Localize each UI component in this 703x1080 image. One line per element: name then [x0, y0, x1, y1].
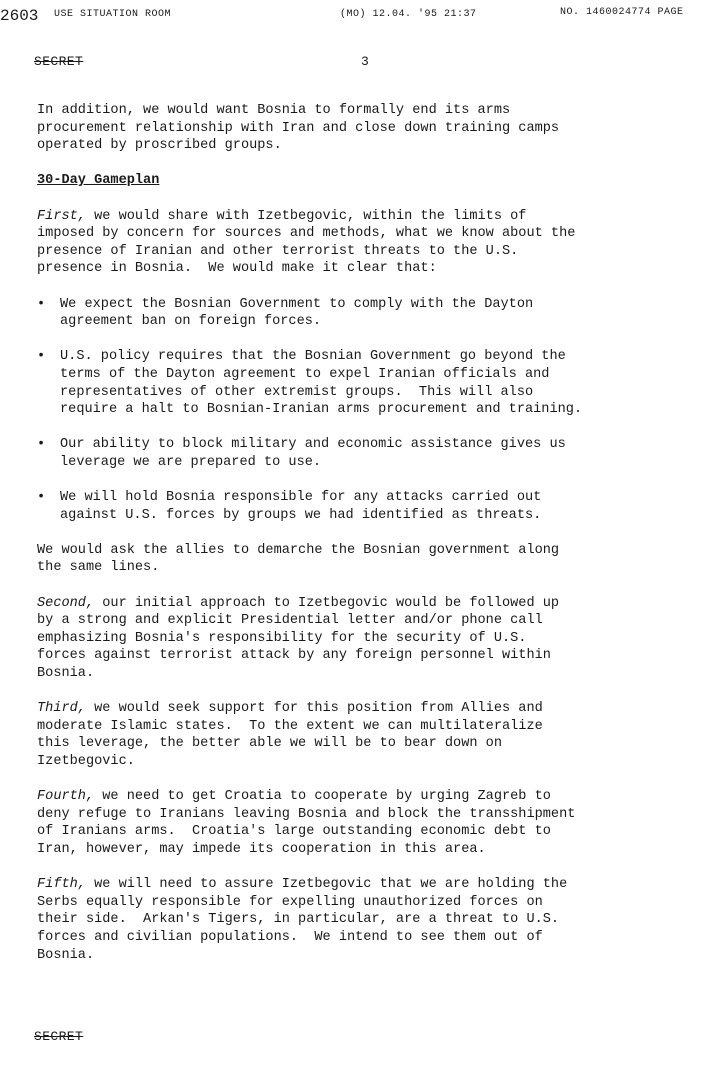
fax-timestamp: (MO) 12.04. '95 21:37: [340, 9, 477, 20]
bullet-item: • Our ability to block military and economic assistance gives us leverage we are prepared to use.: [37, 437, 566, 470]
fax-header: [0, 5, 703, 27]
first-paragraph: First, we would share with Izetbegovic, within the limits of imposed by concern for sources and methods, what we know about the presence of Iranian and other terrorist threats to the U.S. presence in Bosnia. We would make it clear that:: [37, 208, 576, 277]
classification-marking-top: SECRET: [34, 54, 84, 69]
bullet-item: • We expect the Bosnian Government to comply with the Dayton agreement ban on foreign forces.: [37, 296, 534, 330]
sender-office: USE SITUATION ROOM: [54, 9, 172, 20]
second-paragraph: Second, our initial approach to Izetbegovic would be followed up by a strong and explicit Presidential letter and/or phone call emphasizing Bosnia's responsibility for the security of U.S. forces against terrorist attack by any foreign personnel within Bosnia.: [37, 595, 560, 681]
intro-paragraph: In addition, we would want Bosnia to formally end its arms procurement relationship with Iran and close down training camps operated by proscribed groups.: [37, 103, 560, 154]
third-paragraph: Third, we would seek support for this position from Allies and moderate Islamic states. To the extent we can multilateralize this leverage, the better able we will be to bear down on Izetbegovic.: [37, 701, 543, 769]
page-number: 3: [361, 54, 369, 69]
allies-paragraph: We would ask the allies to demarche the Bosnian government along the same lines.: [37, 542, 560, 576]
transmission-number: NO. 1460024774 PAGE: [560, 7, 684, 18]
fifth-paragraph: Fifth, we will need to assure Izetbegovic that we are holding the Serbs equally responsible for expelling unauthorized forces on their side. Arkan's Tigers, in particular, are a threat to U.S. forces and civilian populations. We intend to see them out of Bosnia.: [37, 877, 568, 963]
document-body: [37, 102, 687, 964]
section-heading: 30-Day Gameplan: [37, 173, 160, 189]
fourth-paragraph: Fourth, we need to get Croatia to cooperate by urging Zagreb to deny refuge to Iranians leaving Bosnia and block the transshipment of Iranians arms. Croatia's large outstanding economic debt to Iran, however, may impede its cooperation in this area.: [37, 789, 576, 857]
document-number: 2603: [0, 7, 39, 25]
classification-marking-bottom: SECRET: [34, 1029, 84, 1044]
bullet-item: • U.S. policy requires that the Bosnian Government go beyond the terms of the Dayton agreement to expel Iranian officials and representatives of other extremist groups. This will also require a halt to Bosnian-Iranian arms procurement and training.: [37, 349, 583, 418]
bullet-item: • We will hold Bosnia responsible for any attacks carried out against U.S. forces by groups we had identified as threats.: [37, 490, 542, 523]
